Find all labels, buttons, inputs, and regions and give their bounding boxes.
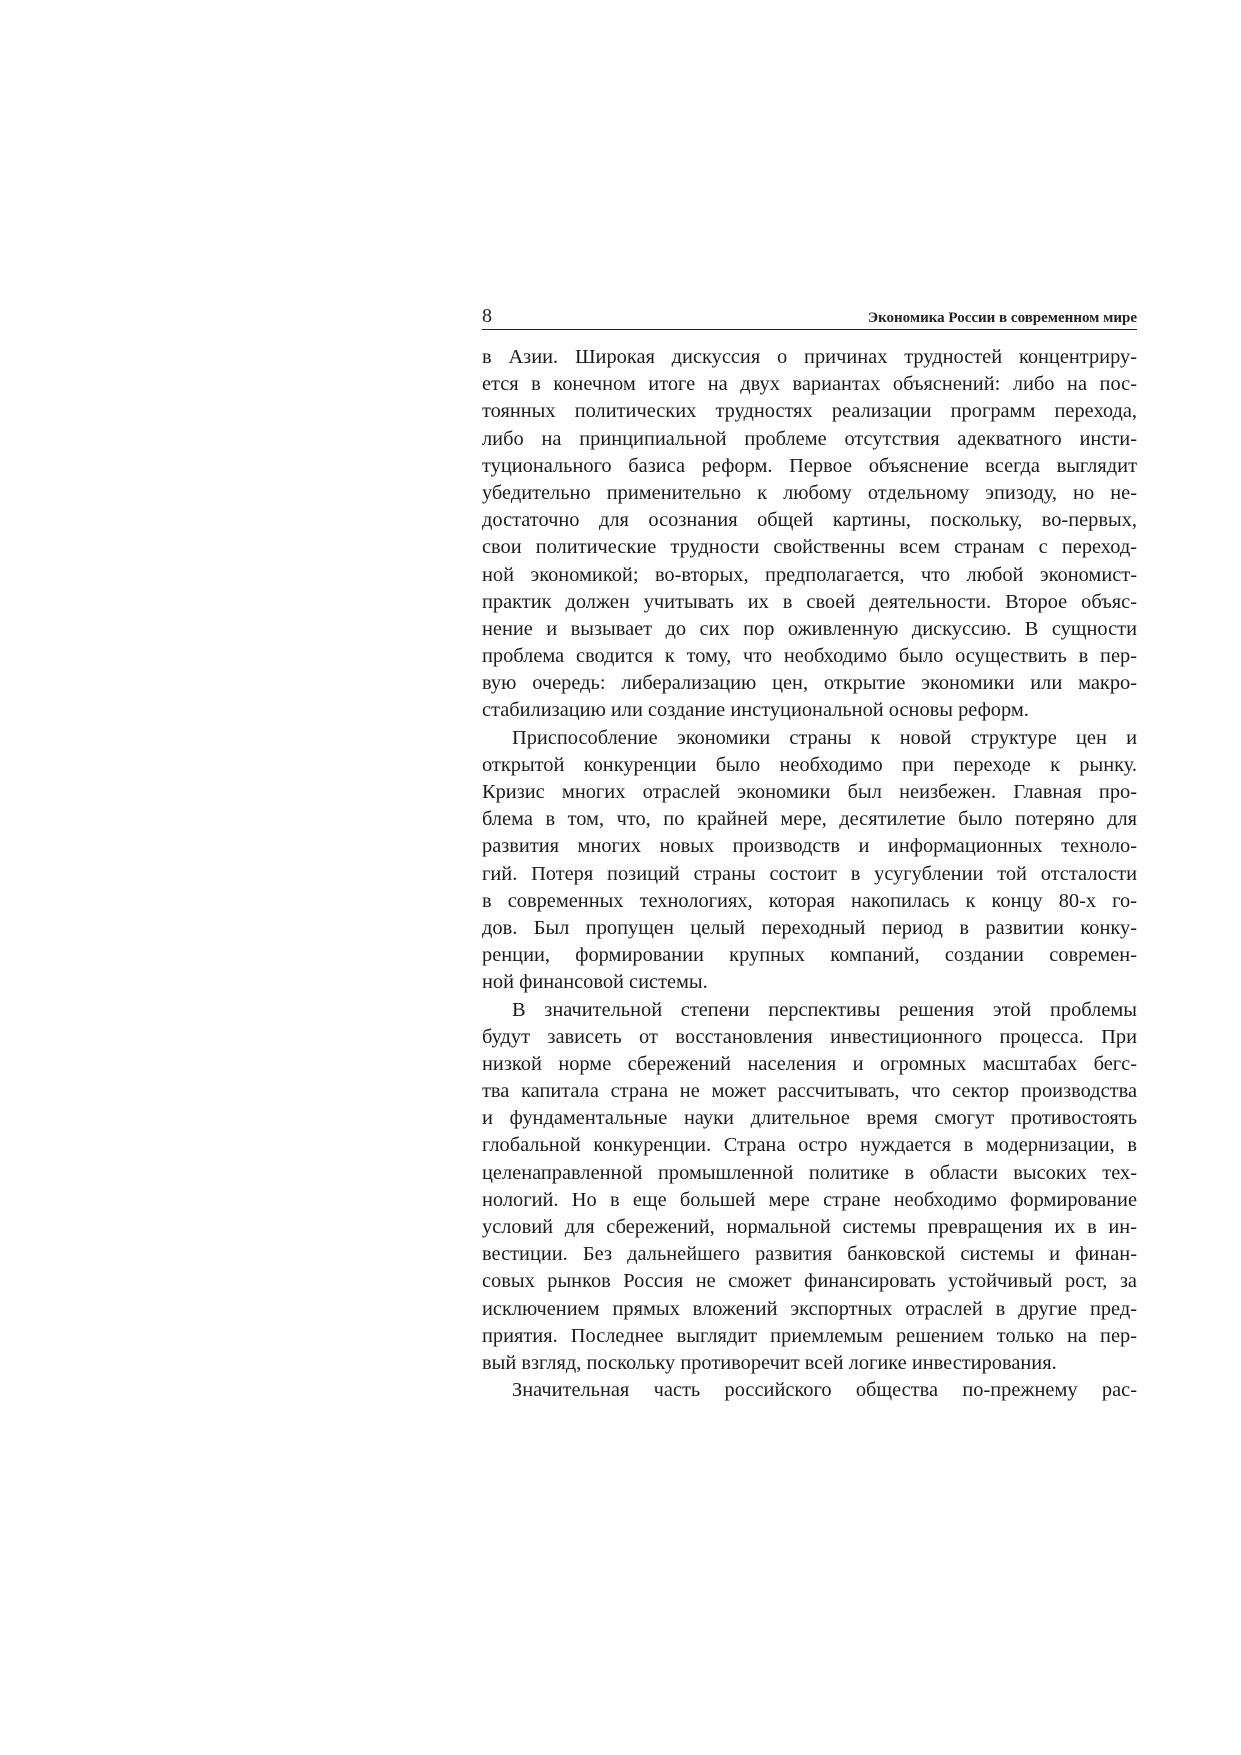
text-line: целенаправленной промышленной политике в области высоких тех-: [482, 1161, 1137, 1184]
text-line: достаточно для осознания общей картины, поскольку, во-первых,: [482, 509, 1137, 532]
text-line: вую очередь: либерализацию цен, открытие экономики или макро-: [482, 672, 1137, 695]
text-line: убедительно применительно к любому отдельному эпизоду, но не-: [482, 481, 1137, 504]
text-line: совых рынков Россия не сможет финансировать устойчивый рост, за: [482, 1270, 1137, 1293]
text-line: проблема сводится к тому, что необходимо было осуществить в пер-: [482, 645, 1137, 668]
running-title: Экономика России в современном мире: [867, 310, 1137, 326]
text-line: ренции, формировании крупных компаний, создании современ-: [482, 944, 1137, 967]
text-line: вестиции. Без дальнейшего развития банковской системы и финан-: [482, 1243, 1137, 1266]
text-line: ется в конечном итоге на двух вариантах объяснений: либо на пос-: [482, 373, 1137, 396]
text-line: Приспособление экономики страны к новой структуре цен и: [512, 726, 1137, 749]
text-line: дов. Был пропущен целый переходный период в развитии конку-: [482, 916, 1137, 939]
text-line: гий. Потеря позиций страны состоит в усугублении той отсталости: [482, 862, 1137, 885]
text-line: вый взгляд, поскольку противоречит всей логике инвестирования.: [482, 1351, 1057, 1374]
page-content: [482, 302, 1137, 1404]
text-line: развития многих новых производств и информационных техноло-: [482, 835, 1137, 858]
page-number: 8: [482, 305, 492, 327]
text-line: открытой конкуренции было необходимо при переходе к рынку.: [482, 753, 1137, 776]
text-line: исключением прямых вложений экспортных отраслей в другие пред-: [482, 1297, 1137, 1320]
text-line: в современных технологиях, которая накопилась к концу 80-х го-: [482, 889, 1137, 912]
text-line: Значительная часть российского общества по-прежнему рас-: [512, 1379, 1137, 1402]
text-line: ной экономикой; во-вторых, предполагается, что любой экономист-: [482, 563, 1137, 586]
text-line: блема в том, что, по крайней мере, десятилетие было потеряно для: [482, 808, 1137, 831]
text-line: условий для сбережений, нормальной системы превращения их в ин-: [482, 1216, 1137, 1238]
text-line: глобальной конкуренции. Страна остро нуждается в модернизации, в: [482, 1134, 1137, 1157]
text-line: нение и вызывает до сих пор оживленную дискуссию. В сущности: [482, 617, 1137, 640]
text-line: туционального базиса реформ. Первое объяснение всегда выглядит: [482, 454, 1137, 477]
text-line: нологий. Но в еще большей мере стране необходимо формирование: [482, 1188, 1137, 1211]
text-line: стабилизацию или создание инстуциональной основы реформ.: [482, 699, 1029, 722]
body-text: [482, 344, 1137, 1404]
text-line: в Азии. Широкая дискуссия о причинах трудностей концентриру-: [482, 346, 1137, 368]
text-line: низкой норме сбережений населения и огромных масштабах бегс-: [482, 1052, 1137, 1075]
text-line: либо на принципиальной проблеме отсутствия адекватного инсти-: [482, 427, 1137, 450]
text-line: тва капитала страна не может рассчитывать, что сектор производства: [482, 1080, 1137, 1103]
text-line: практик должен учитывать их в своей деятельности. Второе объяс-: [482, 590, 1137, 613]
text-line: будут зависеть от восстановления инвестиционного процесса. При: [482, 1025, 1137, 1048]
text-line: свои политические трудности свойственны всем странам с переход-: [482, 536, 1137, 559]
text-line: В значительной степени перспективы решения этой проблемы: [512, 998, 1137, 1021]
text-line: Кризис многих отраслей экономики был неизбежен. Главная про-: [482, 781, 1137, 803]
running-header: [482, 302, 1137, 330]
text-line: и фундаментальные науки длительное время смогут противостоять: [482, 1107, 1137, 1130]
text-line: ной финансовой системы.: [482, 971, 708, 994]
text-line: тоянных политических трудностях реализации программ перехода,: [482, 400, 1137, 423]
text-line: приятия. Последнее выглядит приемлемым решением только на пер-: [482, 1324, 1137, 1347]
